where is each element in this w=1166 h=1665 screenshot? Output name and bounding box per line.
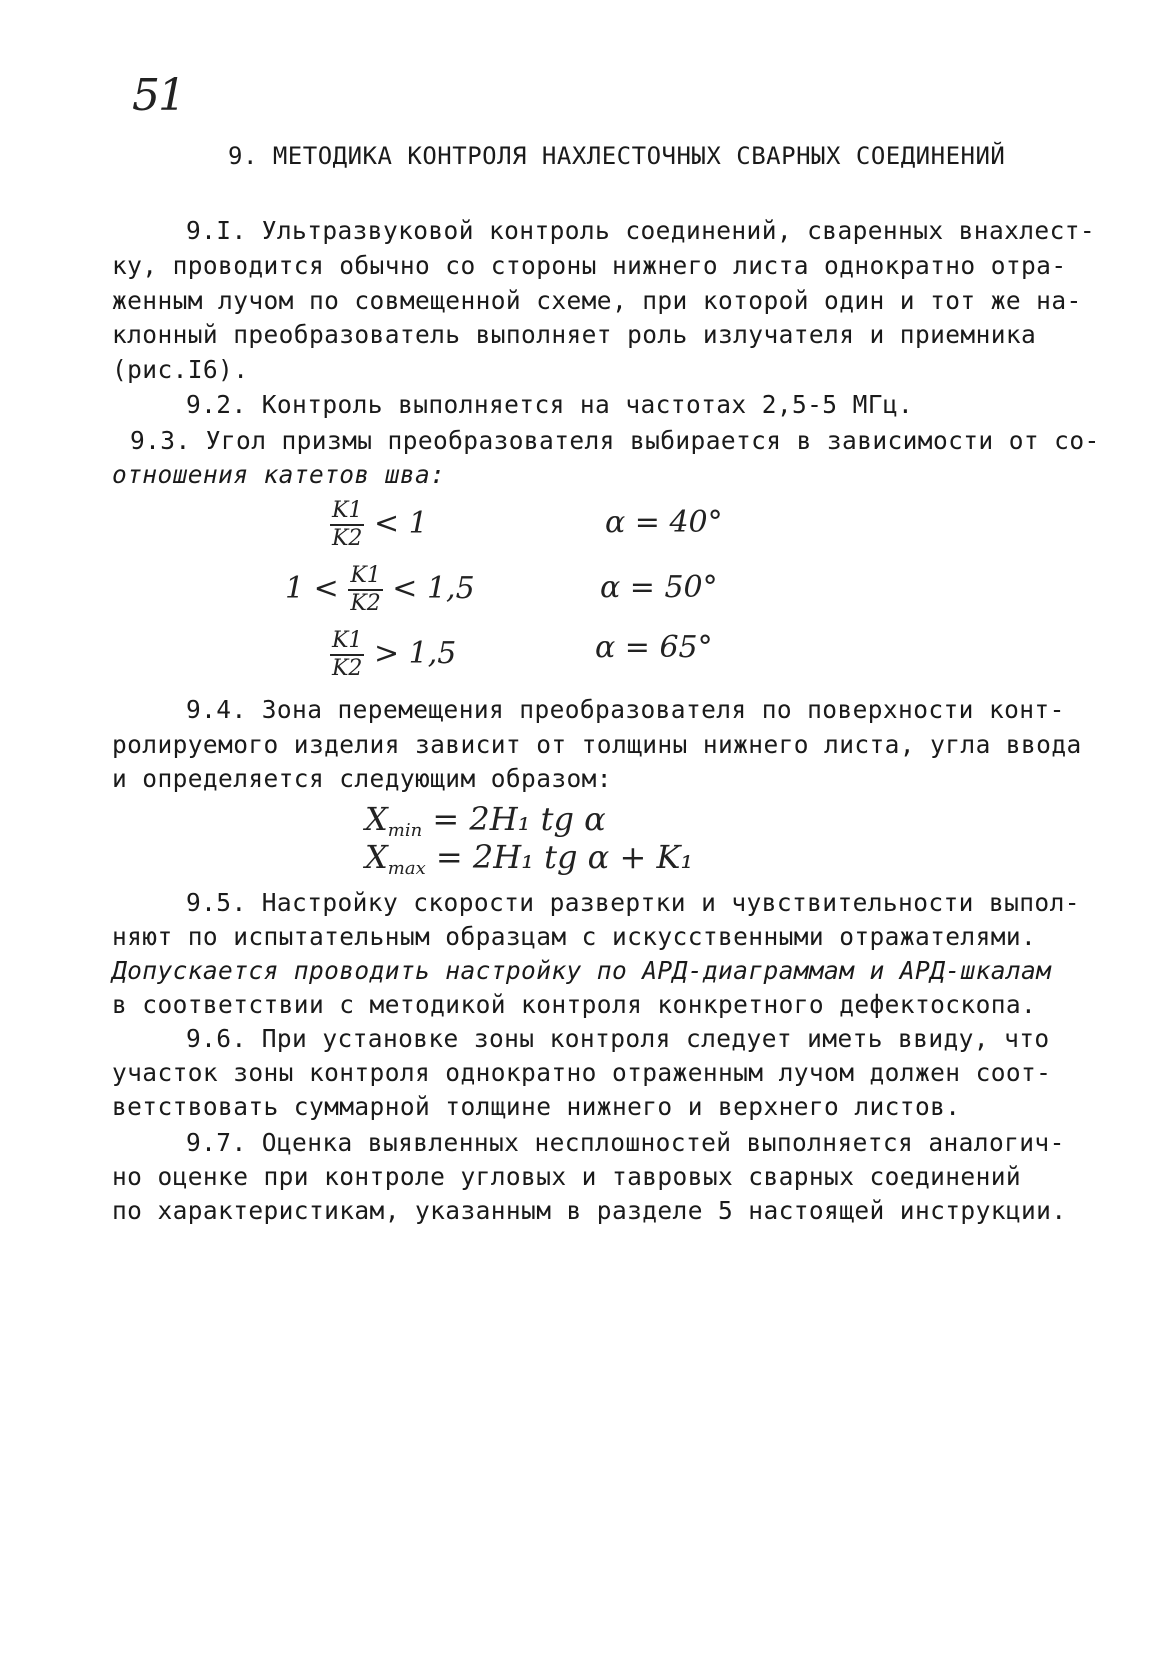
paragraph-9-7-line-1: 9.7. Оценка выявленных несплошностей выполняется аналогич- bbox=[186, 1128, 1065, 1157]
paragraph-9-6-line-1: 9.6. При установке зоны контроля следует иметь ввиду, что bbox=[186, 1024, 1050, 1053]
ratio-denominator: K2 bbox=[350, 591, 381, 616]
paragraph-9-1-line-1: 9.I. Ультразвуковой контроль соединений, сваренных внахлест- bbox=[186, 216, 1096, 245]
formula-xmax-subscript: max bbox=[387, 858, 426, 879]
paragraph-9-6-line-2: участок зоны контроля однократно отраженным лучом должен соот- bbox=[112, 1058, 1052, 1087]
formula-xmin bbox=[365, 800, 606, 841]
condition-right: < 1,5 bbox=[392, 571, 475, 606]
paragraph-9-3-line-2: отношения катетов шва: bbox=[112, 460, 446, 489]
condition-row-2 bbox=[285, 565, 475, 615]
paragraph-9-6-line-3: ветствовать суммарной толщине нижнего и верхнего листов. bbox=[112, 1092, 961, 1121]
formula-xmax-symbol: X bbox=[365, 838, 388, 876]
paragraph-9-2: 9.2. Контроль выполняется на частотах 2,5-5 МГц. bbox=[186, 390, 914, 419]
paragraph-9-1-line-4: клонный преобразователь выполняет роль излучателя и приемника bbox=[112, 320, 1037, 349]
ratio-denominator: K2 bbox=[332, 656, 363, 681]
paragraph-9-1-line-2: ку, проводится обычно со стороны нижнего листа однократно отра- bbox=[112, 251, 1067, 280]
paragraph-9-4-line-2: ролируемого изделия зависит от толщины нижнего листа, угла ввода bbox=[112, 730, 1082, 759]
paragraph-9-5-line-4: в соответствии с методикой контроля конкретного дефектоскопа. bbox=[112, 990, 1037, 1019]
ratio-fraction bbox=[330, 500, 364, 550]
angle-3: α = 65° bbox=[595, 630, 713, 665]
ratio-fraction bbox=[348, 565, 382, 615]
paragraph-9-4-line-1: 9.4. Зона перемещения преобразователя по поверхности конт- bbox=[186, 695, 1065, 724]
formula-xmax bbox=[365, 838, 693, 879]
condition-row-3 bbox=[330, 630, 456, 680]
ratio-numerator: K1 bbox=[348, 565, 382, 591]
page-number: 51 bbox=[132, 70, 184, 121]
ratio-denominator: K2 bbox=[332, 526, 363, 551]
condition-row-1 bbox=[330, 500, 428, 550]
ratio-fraction bbox=[330, 630, 364, 680]
formula-xmin-expression: = 2H₁ tg α bbox=[432, 800, 606, 838]
paragraph-9-5-line-3: Допускается проводить настройку по АРД-диаграммам и АРД-шкалам bbox=[112, 956, 1052, 985]
paragraph-9-5-line-2: няют по испытательным образцам с искусственными отражателями. bbox=[112, 922, 1037, 951]
paragraph-9-3-line-1: 9.3. Угол призмы преобразователя выбирается в зависимости от со- bbox=[130, 426, 1100, 455]
paragraph-9-1-line-3: женным лучом по совмещенной схеме, при которой один и тот же на- bbox=[112, 286, 1082, 315]
paragraph-9-4-line-3: и определяется следующим образом: bbox=[112, 764, 612, 793]
paragraph-9-1-line-5: (рис.I6). bbox=[112, 355, 249, 384]
formula-xmin-subscript: min bbox=[387, 820, 423, 841]
section-heading: 9. МЕТОДИКА КОНТРОЛЯ НАХЛЕСТОЧНЫХ СВАРНЫХ СОЕДИНЕНИЙ bbox=[228, 142, 1006, 170]
angle-1: α = 40° bbox=[605, 505, 723, 540]
paragraph-9-7-line-3: по характеристикам, указанным в разделе 5 настоящей инструкции. bbox=[112, 1196, 1067, 1225]
angle-2: α = 50° bbox=[600, 570, 718, 605]
formula-xmax-expression: = 2H₁ tg α + K₁ bbox=[435, 838, 694, 876]
ratio-numerator: K1 bbox=[330, 630, 364, 656]
condition-right: > 1,5 bbox=[373, 636, 457, 671]
formula-xmin-symbol: X bbox=[365, 800, 388, 838]
condition-right: < 1 bbox=[373, 506, 428, 541]
paragraph-9-5-line-1: 9.5. Настройку скорости развертки и чувствительности выпол- bbox=[186, 888, 1080, 917]
ratio-numerator: K1 bbox=[330, 500, 364, 526]
condition-left: 1 < bbox=[285, 571, 339, 606]
paragraph-9-7-line-2: но оценке при контроле угловых и тавровых сварных соединений bbox=[112, 1162, 1022, 1191]
